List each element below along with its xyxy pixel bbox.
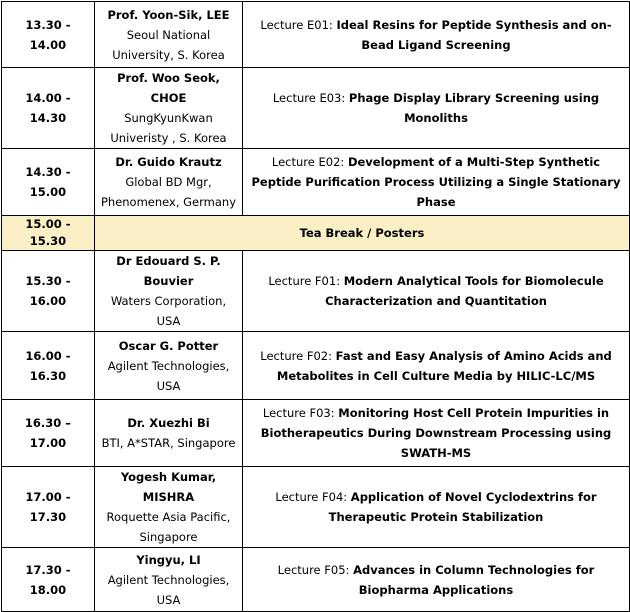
speaker-name: Dr Edouard S. P. Bouvier bbox=[116, 254, 221, 288]
speaker-name: Prof. Woo Seok, CHOE bbox=[117, 71, 220, 105]
time-cell: 13.30 - 14.00 bbox=[2, 2, 95, 68]
time-cell: 14.30 - 15.00 bbox=[2, 149, 95, 216]
lecture-title: Phage Display Library Screening using Monoliths bbox=[348, 91, 600, 125]
lecture-title: Fast and Easy Analysis of Amino Acids and Metabolites in Cell Culture Media by HILIC-LC/MS bbox=[276, 348, 612, 383]
lecture-cell: Lecture F04: Application of Novel Cyclodextrins for Therapeutic Protein Stabilization bbox=[243, 467, 630, 548]
speaker-name: Prof. Yoon-Sik, LEE bbox=[107, 7, 230, 22]
speaker-affiliation: Roquette Asia Pacific, Singapore bbox=[106, 510, 231, 544]
speaker-cell bbox=[95, 2, 243, 68]
time-cell: 14.00 - 14.30 bbox=[2, 68, 95, 149]
lecture-title: Advances in Column Technologies for Biopharma Applications bbox=[353, 562, 595, 597]
speaker-name: Yingyu, LI bbox=[136, 552, 201, 567]
lecture-cell: Lecture F05: Advances in Column Technologies for Biopharma Applications bbox=[243, 548, 630, 612]
time-cell: 16.30 – 17.00 bbox=[2, 400, 95, 467]
table-row bbox=[2, 68, 630, 149]
speaker-affiliation: SungKyunKwan Univeristy , S. Korea bbox=[110, 111, 227, 145]
lecture-cell: Lecture E02: Development of a Multi-Step Synthetic Peptide Purification Process Utilizing a Single Stationary Phase bbox=[243, 149, 630, 216]
time-cell: 15.00 - 15.30 bbox=[2, 216, 95, 251]
lecture-title: Ideal Resins for Peptide Synthesis and on-Bead Ligand Screening bbox=[336, 17, 612, 52]
break-label: Tea Break / Posters bbox=[95, 216, 630, 251]
speaker-cell bbox=[95, 548, 243, 612]
lecture-title: Application of Novel Cyclodextrins for Therapeutic Protein Stabilization bbox=[328, 490, 597, 524]
table-row bbox=[2, 400, 630, 467]
lecture-cell: Lecture F01: Modern Analytical Tools for Biomolecule Characterization and Quantitation bbox=[243, 251, 630, 332]
speaker-affiliation: Agilent Technologies, USA bbox=[107, 358, 230, 393]
lecture-cell: Lecture F03: Monitoring Host Cell Protein Impurities in Biotherapeutics During Downstream Processing using SWATH-MS bbox=[243, 400, 630, 467]
time-cell: 17.00 - 17.30 bbox=[2, 467, 95, 548]
speaker-cell bbox=[95, 251, 243, 332]
table-row bbox=[2, 332, 630, 400]
speaker-affiliation: Seoul National University, S. Korea bbox=[112, 27, 225, 62]
speaker-name: Dr. Guido Krautz bbox=[115, 155, 222, 169]
lecture-code: Lecture F02 bbox=[260, 348, 329, 363]
lecture-code: Lecture E02 bbox=[271, 155, 341, 169]
lecture-code: Lecture F05 bbox=[277, 562, 346, 577]
speaker-cell bbox=[95, 467, 243, 548]
speaker-cell bbox=[95, 332, 243, 400]
speaker-name: Yogesh Kumar, MISHRA bbox=[120, 470, 217, 504]
lecture-cell: Lecture F02: Fast and Easy Analysis of Amino Acids and Metabolites in Cell Culture Media by HILIC-LC/MS bbox=[243, 332, 630, 400]
speaker-cell bbox=[95, 400, 243, 467]
lecture-code: Lecture F03 bbox=[262, 406, 331, 420]
speaker-affiliation: Waters Corporation, USA bbox=[110, 294, 227, 328]
lecture-code: Lecture F01 bbox=[268, 274, 337, 288]
lecture-title: Monitoring Host Cell Protein Impurities in Biotherapeutics During Downstream Processing using SWATH-MS bbox=[260, 406, 612, 460]
table-row bbox=[2, 467, 630, 548]
speaker-affiliation: BTI, A*STAR, Singapore bbox=[101, 436, 236, 450]
table-row bbox=[2, 2, 630, 68]
lecture-cell: Lecture E03: Phage Display Library Screening using Monoliths bbox=[243, 68, 630, 149]
speaker-name: Dr. Xuezhi Bi bbox=[127, 416, 210, 430]
lecture-cell: Lecture E01: Ideal Resins for Peptide Synthesis and on-Bead Ligand Screening bbox=[243, 2, 630, 68]
time-cell: 17.30 - 18.00 bbox=[2, 548, 95, 612]
time-cell: 15.30 - 16.00 bbox=[2, 251, 95, 332]
speaker-affiliation: Global BD Mgr, Phenomenex, Germany bbox=[100, 175, 237, 209]
lecture-title: Modern Analytical Tools for Biomolecule Characterization and Quantitation bbox=[325, 274, 604, 308]
table-row bbox=[2, 548, 630, 612]
speaker-cell bbox=[95, 149, 243, 216]
lecture-title: Development of a Multi-Step Synthetic Peptide Purification Process Utilizing a Single Stationary Phase bbox=[251, 155, 621, 209]
lecture-code: Lecture E03 bbox=[272, 91, 342, 105]
table-row bbox=[2, 149, 630, 216]
speaker-name: Oscar G. Potter bbox=[118, 338, 219, 353]
lecture-code: Lecture E01 bbox=[260, 17, 329, 32]
table-row bbox=[2, 251, 630, 332]
speaker-affiliation: Agilent Technologies, USA bbox=[107, 572, 230, 607]
lecture-code: Lecture F04 bbox=[275, 490, 344, 504]
schedule-table bbox=[1, 1, 630, 612]
break-row bbox=[2, 216, 630, 251]
time-cell: 16.00 - 16.30 bbox=[2, 332, 95, 400]
speaker-cell bbox=[95, 68, 243, 149]
